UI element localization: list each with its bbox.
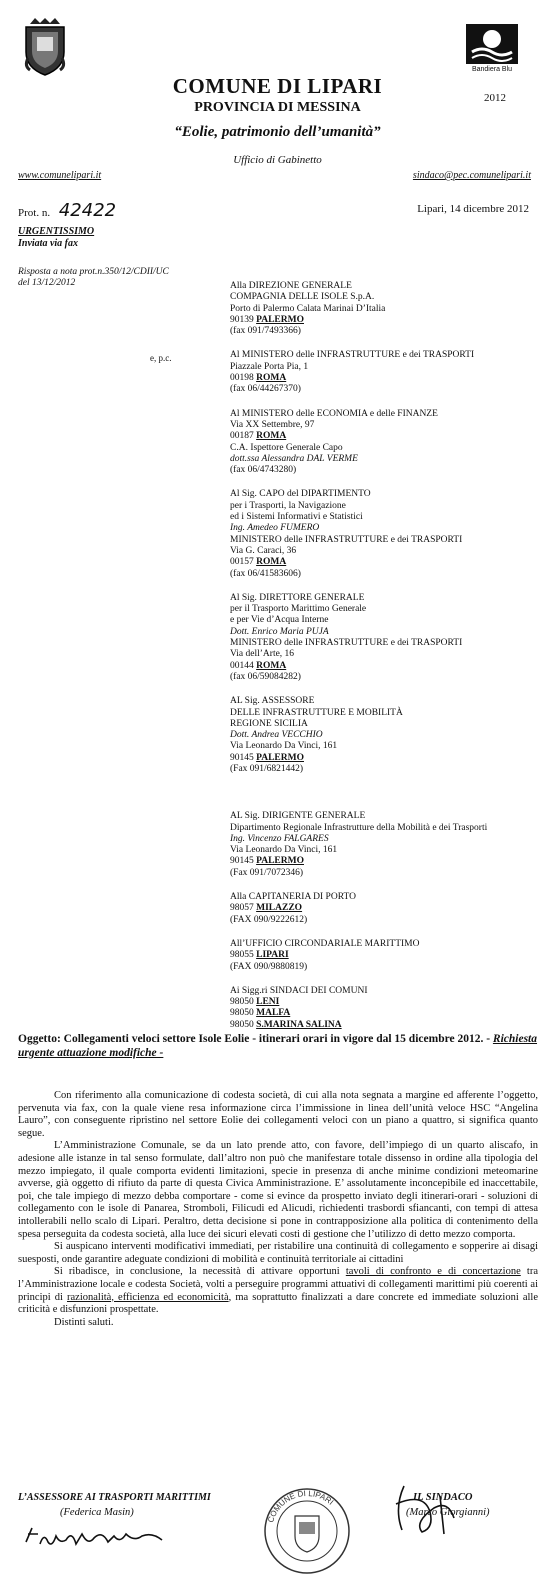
protocol-label: Prot. n. xyxy=(18,207,51,219)
recipient-line xyxy=(230,384,540,395)
website-link[interactable]: www.comunelipari.it xyxy=(18,170,102,181)
recipient-line xyxy=(230,1008,540,1019)
recipient-line xyxy=(230,604,540,615)
recipient-text: MINISTERO delle INFRASTRUTTURE e dei TRASPORTI xyxy=(230,638,463,649)
body-paragraph xyxy=(18,1266,538,1316)
recipient-line xyxy=(230,315,540,326)
recipient-line xyxy=(230,741,540,752)
recipient-text: Alla DIREZIONE GENERALE xyxy=(230,281,352,291)
recipient-text: Al Sig. CAPO del DIPARTIMENTO xyxy=(230,489,371,500)
recipient-city: PALERMO xyxy=(256,314,304,325)
assessor-name: (Federica Masin) xyxy=(60,1507,134,1518)
recipient-text: Al MINISTERO delle INFRASTRUTTURE e dei TRASPORTI xyxy=(230,350,475,361)
recipient-city: MILAZZO xyxy=(256,903,303,914)
recipient-line xyxy=(230,811,540,822)
recipient-block xyxy=(230,409,540,477)
mayor-title: IL SINDACO xyxy=(413,1492,473,1503)
recipient-block xyxy=(230,939,540,973)
subject xyxy=(18,1032,538,1060)
recipient-text: 00198 xyxy=(230,373,257,384)
recipient-text: per i Trasporti, la Navigazione xyxy=(230,500,346,511)
recipient-line xyxy=(230,443,540,454)
recipient-text: Ing. Amedeo FUMERO xyxy=(230,523,320,534)
year-label: 2012 xyxy=(484,92,506,104)
recipient-line xyxy=(230,962,540,973)
subject-text: Collegamenti veloci settore Isole Eolie - itinerari orari in vigore dal 15 dicembre 2012. - xyxy=(63,1033,493,1045)
assessor-title: L’ASSESSORE AI TRASPORTI MARITTIMI xyxy=(18,1492,211,1503)
recipient-city: S.MARINA SALINA xyxy=(256,1019,342,1030)
recipient-city: ROMA xyxy=(256,373,287,384)
recipient-line xyxy=(230,649,540,660)
recipient-text: 90145 xyxy=(230,752,257,763)
recipient-text: 98050 xyxy=(230,1019,257,1030)
recipient-text: (fax 091/7493366) xyxy=(230,326,301,337)
recipient-text: (Fax 091/6821442) xyxy=(230,763,304,774)
recipient-text: Al MINISTERO delle ECONOMIA e delle FINANZE xyxy=(230,408,438,419)
recipient-line xyxy=(230,292,540,303)
recipient-text: 98050 xyxy=(230,997,257,1008)
recipient-block xyxy=(230,892,540,926)
recipient-line xyxy=(230,708,540,719)
recipient-text: MINISTERO delle INFRASTRUTTURE e dei TRASPORTI xyxy=(230,534,463,545)
recipient-line xyxy=(230,326,540,337)
body-paragraph: Con riferimento alla comunicazione di codesta società, di cui alla nota segnata a margine ed afferente l’oggetto, pervenuta via fax, con la quale viene resa informazione circa l’immissione in linea dell’unità veloce HSC “Angelina Lauro”, con conseguente ripristino nel settore Eolie dei collegamenti veloci con un piano a quattro, si significa quanto segue. xyxy=(18,1090,538,1139)
recipient-block xyxy=(230,593,540,683)
recipient-line xyxy=(230,557,540,568)
recipient-line xyxy=(230,753,540,764)
recipient-line xyxy=(230,1020,540,1031)
recipient-line xyxy=(230,696,540,707)
recipient-city: ROMA xyxy=(256,660,287,671)
recipient-city: ROMA xyxy=(256,557,287,568)
reply-reference xyxy=(18,267,169,289)
body-paragraph: L’Amministrazione Comunale, se da un lato prende atto, con favore, dell’impiego di un quarto aliscafo, in adesione alle istanze in tal senso formulate, dall’altro non può che manifestare totale dissenso in ordine alla tipologia del mezzo impiegato, il quale comporta evidenti limitazioni, specie in presenza di anche minime condizioni meteomarine avverse, già oggetto di rifiuto da parte di questa Civica Amministrazione. E’ assolutamente inconcepibile ed inaccettabile, poi, che tale impiego di mezzo debba comportare - come si evince da prospetto inviato degli itinerari-orari - soluzioni di collegamento con le isole di Panarea, Stromboli, Filicudi ed Alicudi, richiedenti trasbordi sfiancanti, con tempi di attesa intollerabili nello scalo di Lipari. Peraltro, detta decisione si pone in contrapposizione alla politica di contenimento della spesa perseguita da codesta società, alla luce dei sicuri elevati costi di gestione che l’utilizzo di detto mezzo comporta. xyxy=(18,1140,538,1240)
recipient-text: 00157 xyxy=(230,557,257,568)
body-text: , ma soprattutto finalizzati a dare concrete ed immediate soluzioni alle criticità e disfunzioni prospettate. xyxy=(18,1291,539,1316)
recipient-line xyxy=(230,764,540,775)
recipient-line xyxy=(230,454,540,465)
recipient-text: (FAX 090/9222612) xyxy=(230,914,308,925)
recipient-line xyxy=(230,420,540,431)
recipient-text: 00144 xyxy=(230,660,257,671)
recipient-block xyxy=(230,350,540,395)
recipient-block xyxy=(230,696,540,775)
recipient-line xyxy=(230,373,540,384)
recipient-line xyxy=(230,431,540,442)
recipient-text: All’UFFICIO CIRCONDARIALE MARITTIMO xyxy=(230,938,420,949)
recipient-line xyxy=(230,845,540,856)
recipient-city: PALERMO xyxy=(256,856,304,867)
recipient-text: Ing. Vincenzo FALGARES xyxy=(230,833,329,844)
recipient-line xyxy=(230,997,540,1008)
office-label: Ufficio di Gabinetto xyxy=(233,154,322,166)
recipient-line xyxy=(230,512,540,523)
motto: “Eolie, patrimonio dell’umanità” xyxy=(174,124,381,140)
recipient-line xyxy=(230,823,540,834)
recipient-text: (FAX 090/9880819) xyxy=(230,961,308,972)
recipient-line xyxy=(230,409,540,420)
recipient-text: AL Sig. ASSESSORE xyxy=(230,696,315,707)
blue-flag-icon xyxy=(462,22,522,66)
recipient-text: C.A. Ispettore Generale Capo xyxy=(230,442,343,453)
coat-of-arms-icon xyxy=(20,18,70,76)
mayor-name: (Marco Giorgianni) xyxy=(406,1507,490,1518)
recipient-text: Dipartimento Regionale Infrastrutture della Mobilità e dei Trasporti xyxy=(230,822,488,833)
recipient-text: (fax 06/41583606) xyxy=(230,568,301,579)
recipient-line xyxy=(230,281,540,292)
recipient-text: Via dell’Arte, 16 xyxy=(230,649,295,660)
recipient-text: (fax 06/44267370) xyxy=(230,384,301,395)
recipient-line xyxy=(230,939,540,950)
recipient-text: ed i Sistemi Informativi e Statistici xyxy=(230,512,363,523)
recipient-block xyxy=(230,986,540,1031)
letter-date: Lipari, 14 dicembre 2012 xyxy=(417,203,529,215)
municipal-stamp-icon xyxy=(262,1486,352,1576)
recipient-line xyxy=(230,627,540,638)
recipient-line xyxy=(230,915,540,926)
flag-caption: Bandiera Blu xyxy=(471,66,513,73)
recipient-line xyxy=(230,569,540,580)
recipient-text: (fax 06/59084282) xyxy=(230,671,301,682)
recipient-text: Dott. Enrico Maria PUJA xyxy=(230,626,329,637)
recipient-line xyxy=(230,834,540,845)
recipient-text: DELLE INFRASTRUTTURE E MOBILITÀ xyxy=(230,707,403,718)
body-underlined: tavoli di confronto e di concertazione xyxy=(345,1266,521,1278)
recipient-line xyxy=(230,661,540,672)
reply-line: del 13/12/2012 xyxy=(18,278,76,288)
recipient-text: per il Trasporto Marittimo Generale xyxy=(230,604,367,615)
recipient-text: Via G. Caraci, 36 xyxy=(230,545,297,556)
recipient-line xyxy=(230,730,540,741)
recipient-line xyxy=(230,638,540,649)
recipient-text: (Fax 091/7072346) xyxy=(230,867,304,878)
recipient-line xyxy=(230,950,540,961)
recipient-line xyxy=(230,672,540,683)
body-underlined: razionalità, efficienza ed economicità xyxy=(67,1291,229,1303)
recipient-line xyxy=(230,362,540,373)
page-title: COMUNE DI LIPARI xyxy=(172,74,383,98)
recipients-list xyxy=(230,281,540,1044)
closing-line: Distinti saluti. xyxy=(54,1316,114,1328)
recipient-line xyxy=(230,903,540,914)
recipient-text: 00187 xyxy=(230,431,257,442)
recipient-text: COMPAGNIA DELLE ISOLE S.p.A. xyxy=(230,292,375,303)
protocol-value: 42422 xyxy=(58,200,117,221)
recipient-line xyxy=(230,868,540,879)
recipient-city: LIPARI xyxy=(256,950,289,961)
body-text: tra l’Amministrazione locale e codesta Società, volti a perseguire programmi attuativi di collegamenti marittimi più coerenti ai principi di xyxy=(18,1266,539,1303)
recipient-block xyxy=(230,489,540,579)
recipient-text: Al Sig. DIRETTORE GENERALE xyxy=(230,592,365,603)
recipient-line xyxy=(230,465,540,476)
recipient-line xyxy=(230,304,540,315)
recipient-city: MALFA xyxy=(256,1008,291,1019)
recipient-line xyxy=(230,489,540,500)
recipient-block xyxy=(230,281,540,337)
recipient-text: 98050 xyxy=(230,1008,257,1019)
protocol-number xyxy=(18,200,116,221)
recipient-line xyxy=(230,892,540,903)
stamp-text: COMUNE DI LIPARI xyxy=(266,1488,336,1524)
recipient-line xyxy=(230,535,540,546)
recipient-city: LENI xyxy=(256,997,280,1008)
recipient-line xyxy=(230,523,540,534)
recipient-text: Via Leonardo Da Vinci, 161 xyxy=(230,741,338,752)
recipient-text: 98057 xyxy=(230,903,257,914)
recipient-block xyxy=(230,811,540,879)
recipient-text: 90139 xyxy=(230,314,257,325)
body-text: Si ribadisce, in conclusione, la necessità di attivare opportuni xyxy=(54,1266,346,1278)
epc-label: e, p.c. xyxy=(150,353,172,363)
recipient-text: 98055 xyxy=(230,950,257,961)
recipient-line xyxy=(230,593,540,604)
recipient-line xyxy=(230,350,540,361)
recipient-text: 90145 xyxy=(230,856,257,867)
recipient-line xyxy=(230,501,540,512)
recipient-text: Via Leonardo Da Vinci, 161 xyxy=(230,845,338,856)
recipient-line xyxy=(230,986,540,997)
email-link[interactable]: sindaco@pec.comunelipari.it xyxy=(412,170,531,181)
subject-label: Oggetto: xyxy=(18,1033,61,1045)
recipient-text: dott.ssa Alessandra DAL VERME xyxy=(230,453,358,464)
recipient-line xyxy=(230,615,540,626)
recipient-city: ROMA xyxy=(256,431,287,442)
assessor-signature-icon xyxy=(22,1522,182,1552)
recipient-text: Ai Sigg.ri SINDACI DEI COMUNI xyxy=(230,985,368,996)
recipient-text: Dott. Andrea VECCHIO xyxy=(230,730,323,741)
province-subtitle: PROVINCIA DI MESSINA xyxy=(194,100,361,115)
recipient-text: e per Vie d’Acqua Interne xyxy=(230,615,329,626)
recipient-text: AL Sig. DIRIGENTE GENERALE xyxy=(230,811,366,822)
recipient-line xyxy=(230,546,540,557)
recipient-text: Via XX Settembre, 97 xyxy=(230,419,315,430)
urgent-label: URGENTISSIMO xyxy=(18,226,95,237)
recipient-text: Porto di Palermo Calata Marinai D’Italia xyxy=(230,303,386,314)
recipient-text: Alla CAPITANERIA DI PORTO xyxy=(230,892,356,903)
recipient-text: REGIONE SICILIA xyxy=(230,718,308,729)
blue-flag-logo xyxy=(462,22,522,74)
recipient-text: (fax 06/4743280) xyxy=(230,465,297,476)
reply-line: Risposta a nota prot.n.350/12/CDII/UC xyxy=(18,267,169,277)
subject-request: Richiesta urgente attuazione modifiche - xyxy=(18,1033,538,1059)
body-paragraph: Si auspicano interventi modificativi immediati, per ristabilire una continuità di collegamento e sopperire ai disagi suesposti, onde garantire adeguate condizioni di mobilità e continuità territoriale ai cittadini xyxy=(18,1241,538,1265)
letter-body xyxy=(18,1090,538,1329)
recipient-line xyxy=(230,719,540,730)
recipient-text: Piazzale Porta Pia, 1 xyxy=(230,361,309,372)
recipient-city: PALERMO xyxy=(256,752,304,763)
recipient-line xyxy=(230,856,540,867)
fax-label: Inviata via fax xyxy=(18,238,78,249)
